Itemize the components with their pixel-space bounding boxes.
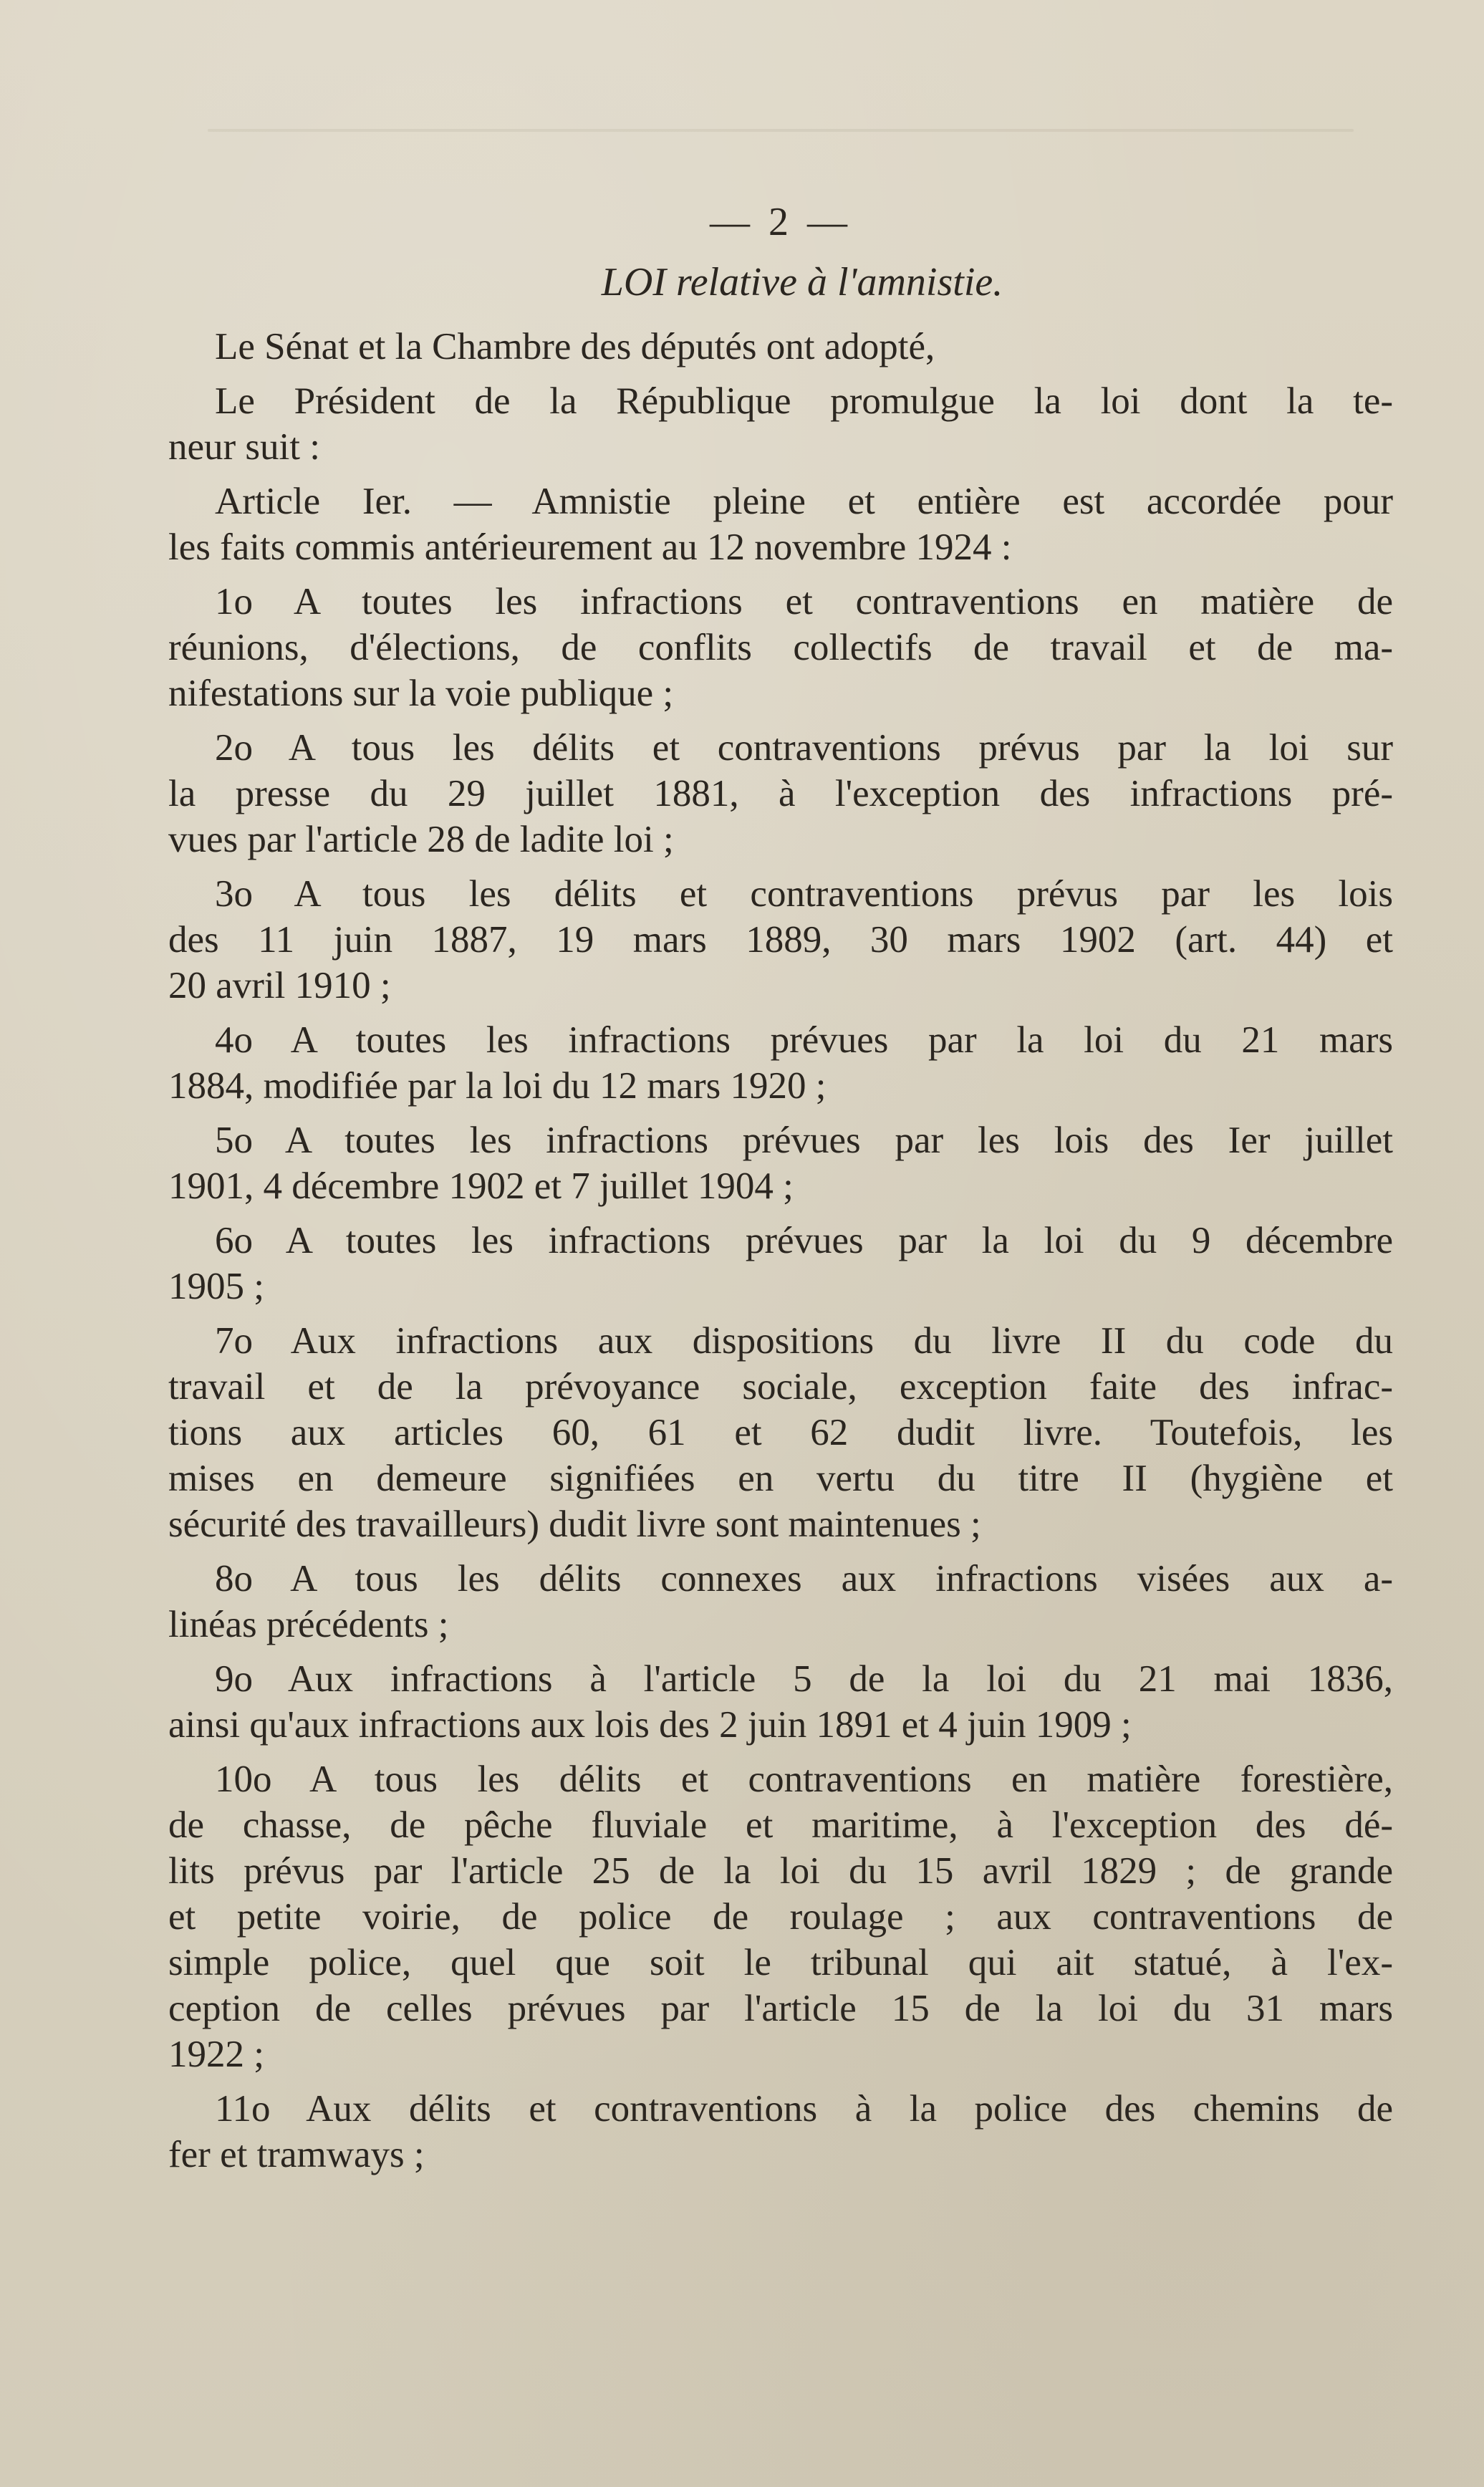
text-line: de chasse, de pêche fluviale et maritime, à l'exception des dé-	[168, 1804, 1393, 1846]
paragraph	[168, 2086, 1393, 2178]
text-line: réunions, d'élections, de conflits collectifs de travail et de ma-	[168, 627, 1393, 668]
paragraph	[168, 1218, 1393, 1309]
text-line: simple police, quel que soit le tribunal qui ait statué, à l'ex-	[168, 1942, 1393, 1983]
text-line: 1901, 4 décembre 1902 et 7 juillet 1904 ;	[168, 1165, 794, 1207]
text-line: Le Président de la République promulgue la loi dont la te-	[215, 380, 1393, 422]
text-line: 5o A toutes les infractions prévues par les lois des Ier juillet	[215, 1120, 1393, 1161]
text-line: Le Sénat et la Chambre des députés ont adopté,	[215, 326, 935, 367]
text-line: 1o A toutes les infractions et contraventions en matière de	[215, 581, 1393, 622]
text-line: 10o A tous les délits et contraventions en matière forestière,	[215, 1759, 1393, 1800]
text-line: 11o Aux délits et contraventions à la police des chemins de	[215, 2088, 1393, 2130]
text-line: sécurité des travailleurs) dudit livre sont maintenues ;	[168, 1504, 981, 1545]
text-line: et petite voirie, de police de roulage ; aux contraventions de	[168, 1896, 1393, 1938]
paragraph-list	[168, 324, 1393, 2178]
text-line: la presse du 29 juillet 1881, à l'exception des infractions pré-	[168, 773, 1393, 814]
paragraph	[168, 871, 1393, 1009]
document-body	[168, 193, 1393, 2186]
paragraph	[168, 324, 1393, 370]
text-line: 7o Aux infractions aux dispositions du livre II du code du	[215, 1320, 1393, 1362]
text-line: fer et tramways ;	[168, 2134, 425, 2175]
text-line: ainsi qu'aux infractions aux lois des 2 juin 1891 et 4 juin 1909 ;	[168, 1704, 1132, 1746]
text-line: Article Ier. — Amnistie pleine et entière est accordée pour	[215, 481, 1393, 522]
text-line: 1922 ;	[168, 2034, 264, 2075]
page-number: — 2 —	[710, 200, 852, 244]
paragraph	[168, 1017, 1393, 1109]
text-line: 3o A tous les délits et contraventions prévus par les lois	[215, 873, 1393, 915]
paragraph	[168, 1656, 1393, 1748]
text-line: 20 avril 1910 ;	[168, 965, 391, 1006]
paragraph	[168, 378, 1393, 470]
text-line: 9o Aux infractions à l'article 5 de la loi du 21 mai 1836,	[215, 1658, 1393, 1700]
text-line: 1884, modifiée par la loi du 12 mars 1920 ;	[168, 1065, 827, 1107]
paragraph	[168, 725, 1393, 862]
text-line: travail et de la prévoyance sociale, exception faite des infrac-	[168, 1366, 1393, 1408]
text-line: 1905 ;	[168, 1266, 264, 1307]
text-line: lits prévus par l'article 25 de la loi du 15 avril 1829 ; de grande	[168, 1850, 1393, 1892]
text-line: mises en demeure signifiées en vertu du titre II (hygiène et	[168, 1458, 1393, 1499]
text-line: tions aux articles 60, 61 et 62 dudit livre. Toutefois, les	[168, 1412, 1393, 1453]
scan-artifact	[208, 129, 1354, 132]
text-line: 2o A tous les délits et contraventions prévus par la loi sur	[215, 727, 1393, 769]
text-line: neur suit :	[168, 426, 320, 468]
text-line: les faits commis antérieurement au 12 novembre 1924 :	[168, 526, 1012, 568]
text-line: 6o A toutes les infractions prévues par la loi du 9 décembre	[215, 1220, 1393, 1261]
paragraph	[168, 1318, 1393, 1547]
text-line: vues par l'article 28 de ladite loi ;	[168, 819, 674, 860]
law-title: LOI relative à l'amnistie.	[601, 260, 1003, 304]
text-line: linéas précédents ;	[168, 1604, 449, 1645]
text-line: 4o A toutes les infractions prévues par la loi du 21 mars	[215, 1019, 1393, 1061]
text-line: 8o A tous les délits connexes aux infractions visées aux a-	[215, 1558, 1393, 1600]
text-line: des 11 juin 1887, 19 mars 1889, 30 mars 1902 (art. 44) et	[168, 919, 1393, 961]
paragraph	[168, 579, 1393, 716]
text-line: nifestations sur la voie publique ;	[168, 673, 674, 714]
paragraph	[168, 1756, 1393, 2077]
paragraph	[168, 1556, 1393, 1647]
paragraph	[168, 1117, 1393, 1209]
text-line: ception de celles prévues par l'article 15 de la loi du 31 mars	[168, 1988, 1393, 2029]
paragraph	[168, 478, 1393, 570]
